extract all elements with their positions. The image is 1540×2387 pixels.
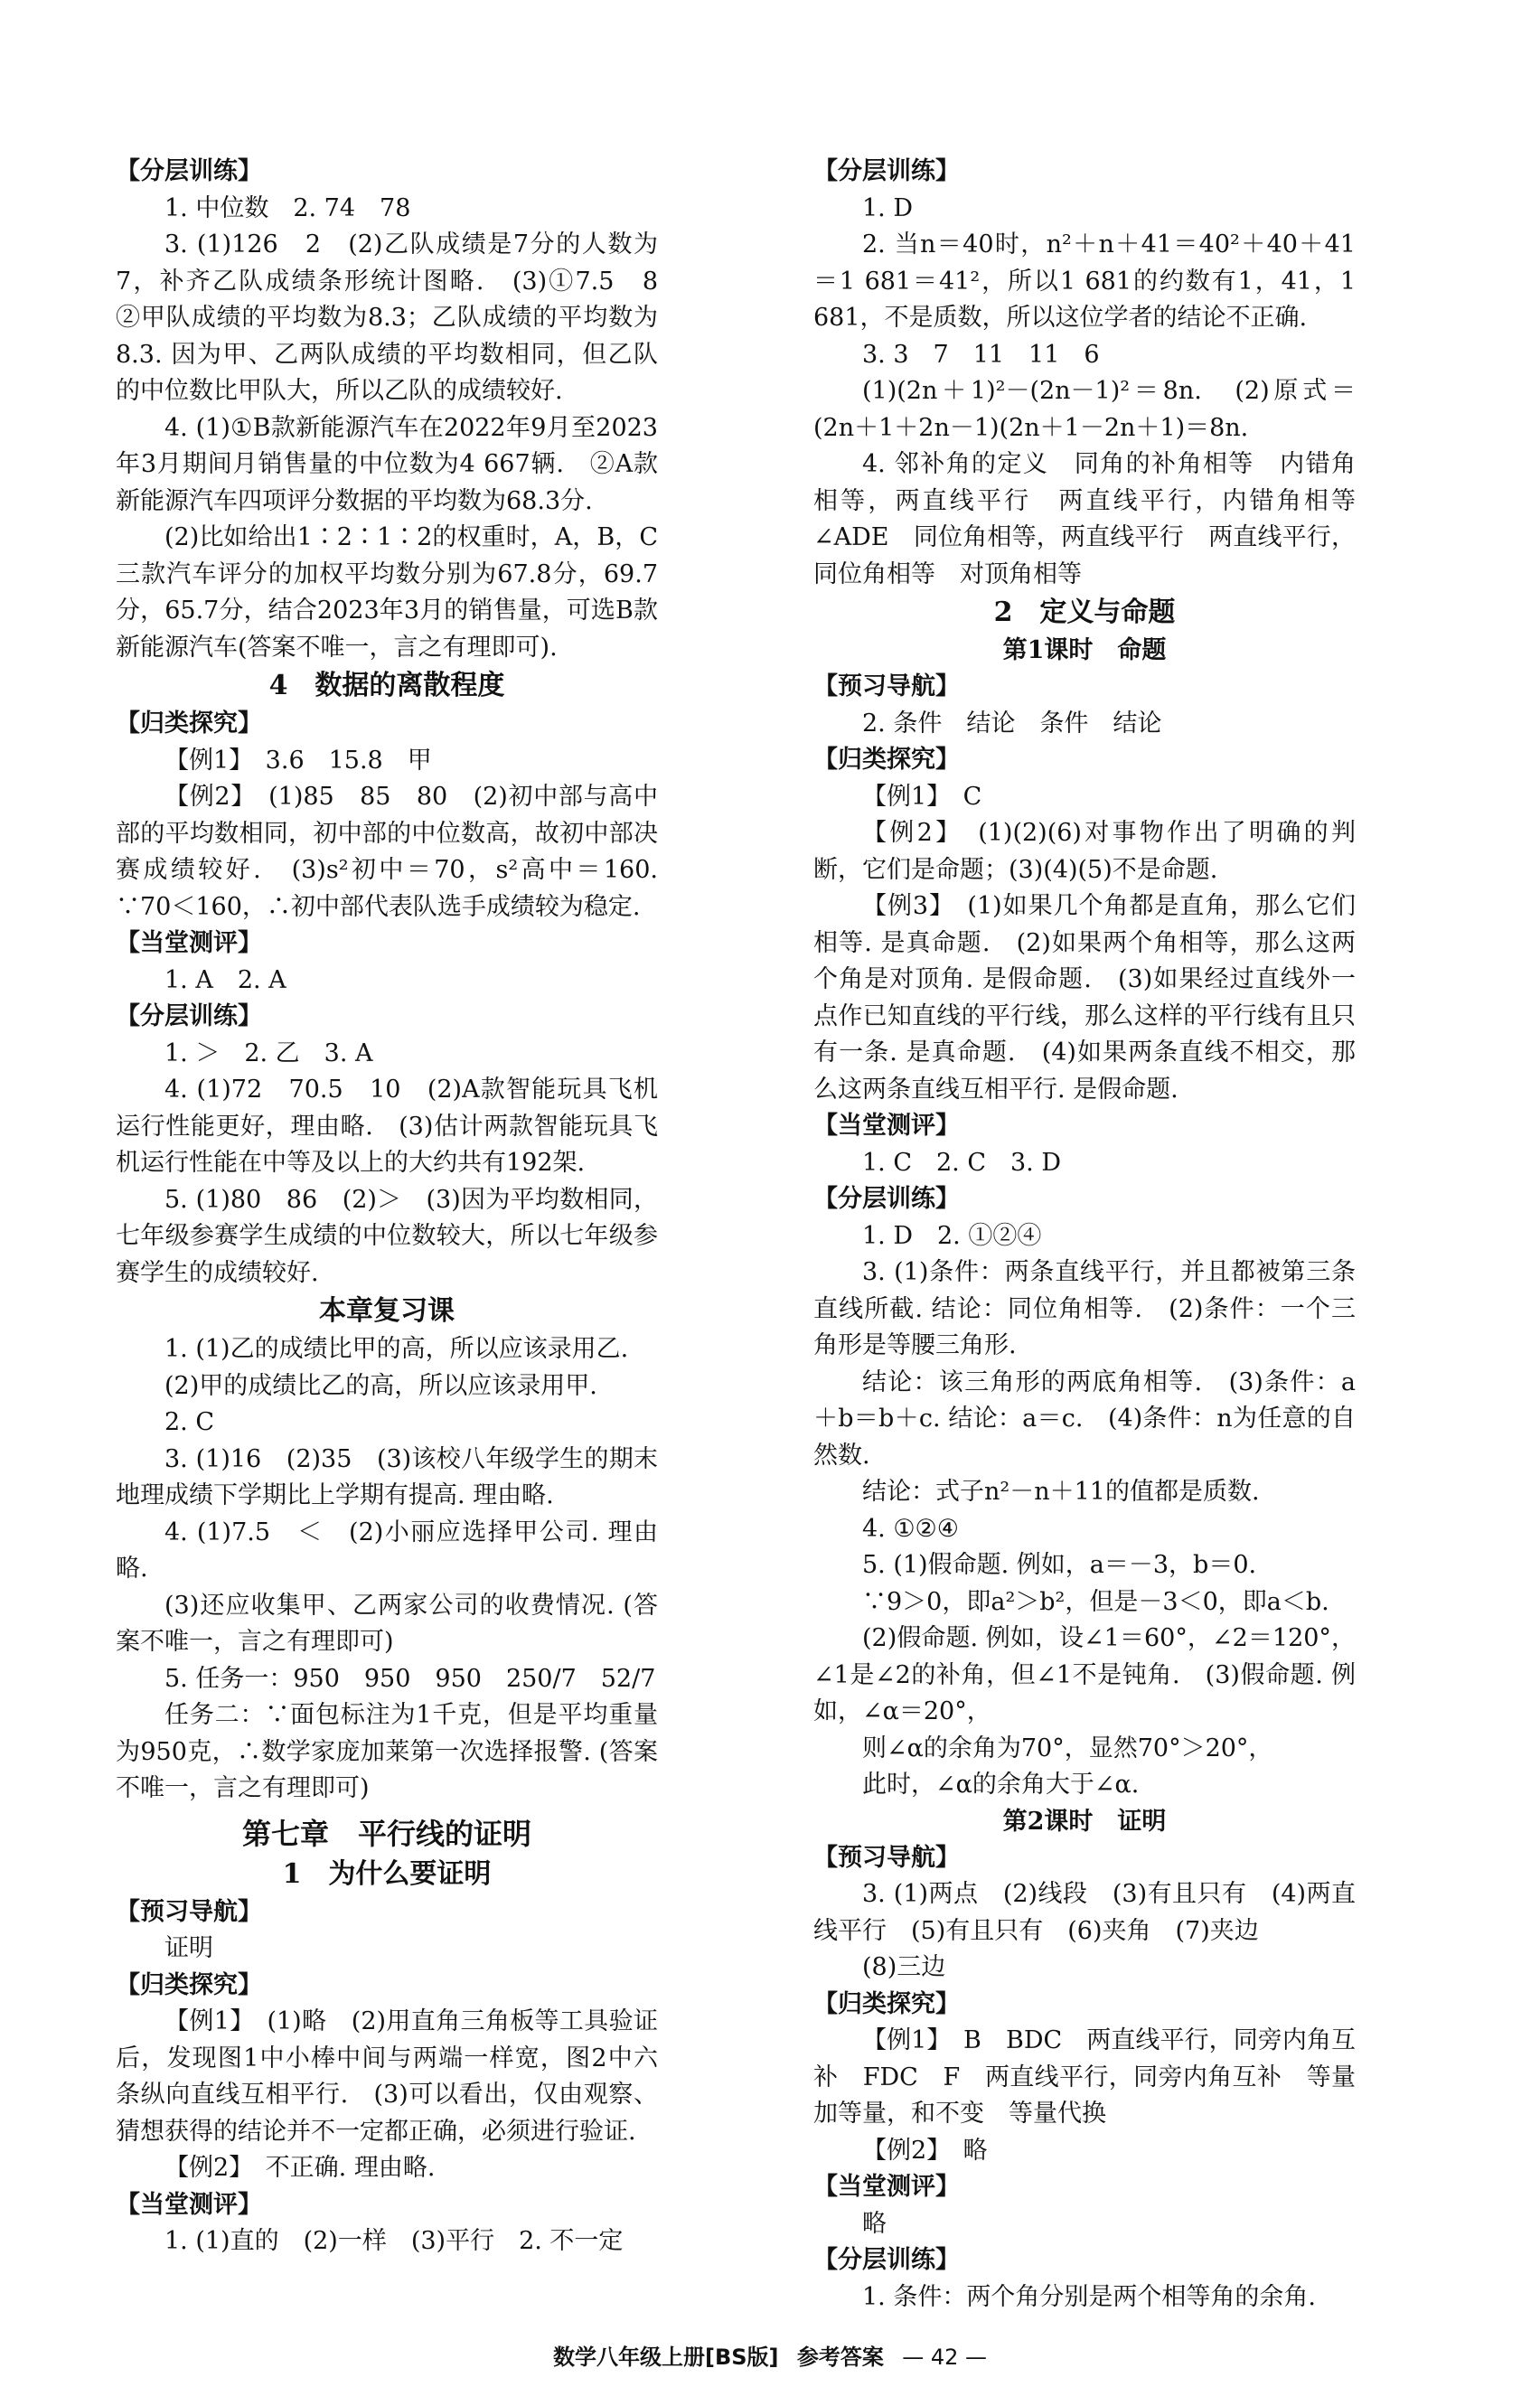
answer-paragraph: 【例1】 3.6 15.8 甲 (164, 746, 432, 775)
answer-paragraph: 3. (1)16 (2)35 (3)该校八年级学生的期末地理成绩下学期比上学期有提高. 理由略. (116, 1444, 658, 1509)
answer-paragraph: (3)还应收集甲、乙两家公司的收费情况. (答案不唯一，言之有理即可) (116, 1591, 658, 1656)
answer-paragraph: 1. (1)直的 (2)一样 (3)平行 2. 不一定 (164, 2227, 624, 2255)
answer-paragraph: 结论：式子n²－n＋11的值都是质数. (862, 1478, 1260, 1506)
section-label: 【归类探究】 (116, 710, 262, 738)
section-label: 【预习导航】 (813, 1843, 960, 1872)
page-footer (0, 2339, 1540, 2371)
answer-paragraph: 4. ①②④ (862, 1514, 959, 1543)
section-label: 【分层训练】 (813, 2246, 960, 2274)
answer-paragraph: (8)三边 (862, 1953, 946, 1981)
answer-paragraph: 4. 邻补角的定义 同角的补角相等 内错角相等，两直线平行 两直线平行，内错角相等 ∠ADE 同位角相等，两直线平行 两直线平行，同位角相等 对顶角相等 (813, 450, 1380, 588)
answer-paragraph: 5. 任务一：950 950 950 250/7 52/7 (164, 1664, 656, 1693)
answer-paragraph: 4. (1)①B款新能源汽车在2022年9月至2023年3月期间月销售量的中位数为4 667辆. ②A款新能源汽车四项评分数据的平均数为68.3分. (116, 413, 658, 515)
answer-paragraph: 1. (1)乙的成绩比甲的高，所以应该录用乙. (164, 1335, 629, 1363)
answer-paragraph: 证明 (164, 1934, 213, 1962)
answer-paragraph: 1. 中位数 2. 74 78 (164, 193, 411, 222)
left-column (116, 154, 682, 2260)
answer-paragraph: (2)比如给出1∶2∶1∶2的权重时，A，B，C三款汽车评分的加权平均数分别为67.8分，69.7分，65.7分，结合2023年3月的销售量，可选B款新能源汽车(答案不唯一，言之有理即可). (116, 523, 658, 662)
answer-paragraph: 结论：该三角形的两底角相等. (3)条件：a＋b＝b＋c. 结论：a＝c. (4)条件：n为任意的自然数. (813, 1367, 1356, 1470)
answer-paragraph: 【例2】 (1)(2)(6)对事物作出了明确的判断，它们是命题；(3)(4)(5)不是命题. (813, 819, 1356, 884)
answer-paragraph: 3. (1)两点 (2)线段 (3)有且只有 (4)两直线平行 (5)有且只有 (6)夹角 (7)夹边 (813, 1880, 1356, 1945)
sub-heading: 第2课时 证明 (1002, 1807, 1167, 1836)
section-label: 【当堂测评】 (813, 2173, 960, 2201)
chapter-heading: 第七章 平行线的证明 (241, 1816, 531, 1851)
answer-paragraph: (2)甲的成绩比乙的高，所以应该录用甲. (164, 1371, 597, 1400)
answer-paragraph: 4. (1)7.5 ＜ (2)小丽应选择甲公司. 理由略. (116, 1518, 658, 1583)
answer-paragraph: 【例1】 (1)略 (2)用直角三角板等工具验证后，发现图1中小棒中间与两端一样宽，图2中六条纵向直线互相平行. (3)可以看出，仅由观察、猜想获得的结论并不一定都正确，必须进行验证. (116, 2007, 658, 2146)
section-label: 【当堂测评】 (116, 929, 262, 957)
footer-book-title: 数学八年级上册[BS版] (552, 2345, 779, 2370)
answer-paragraph: ∵9＞0，即a²＞b²，但是－3＜0，即a＜b. (862, 1587, 1329, 1616)
section-label: 【当堂测评】 (813, 1112, 960, 1140)
answer-paragraph: 【例2】 (1)85 85 80 (2)初中部与高中部的平均数相同，初中部的中位数高，故初中部决赛成绩较好. (3)s²初中＝70，s²高中＝160. ∵70＜160，∴初中部代表队选手成绩较为稳定. (116, 783, 658, 921)
answer-paragraph: 4. (1)72 70.5 10 (2)A款智能玩具飞机运行性能更好，理由略. (3)估计两款智能玩具飞机运行性能在中等及以上的大约共有192架. (116, 1076, 658, 1177)
right-column (813, 154, 1380, 2316)
answer-paragraph: 3. (1)126 2 (2)乙队成绩是7分的人数为7，补齐乙队成绩条形统计图略. (3)①7.5 8 ②甲队成绩的平均数为8.3；乙队成绩的平均数为8.3. 因为甲、乙两队成绩的平均数相同，但乙队的中位数比甲队大，所以乙队的成绩较好. (116, 230, 682, 405)
answer-paragraph: 1. 条件：两个角分别是两个相等角的余角. (862, 2282, 1316, 2311)
page-number: — 42 — (902, 2345, 988, 2370)
footer-label: 参考答案 (796, 2345, 884, 2370)
section-label: 【预习导航】 (813, 672, 960, 700)
answer-paragraph: 3. (1)条件：两条直线平行，并且都被第三条直线所截. 结论：同位角相等. (2)条件：一个三角形是等腰三角形. (813, 1258, 1356, 1359)
section-label: 【分层训练】 (813, 1185, 960, 1213)
answer-paragraph: 【例3】 (1)如果几个角都是直角，那么它们相等. 是真命题. (2)如果两个角相等，那么这两个角是对顶角. 是假命题. (3)如果经过直线外一点作已知直线的平行线，那么这样的平行线有且只有一条. 是真命题. (4)如果两条直线不相交，那么这两条直线互相平行. 是假命题. (813, 892, 1356, 1104)
answer-paragraph: 【例2】 略 (862, 2136, 988, 2165)
answer-paragraph: 【例2】 不正确. 理由略. (164, 2154, 436, 2182)
lesson-heading: 本章复习课 (319, 1295, 455, 1327)
section-label: 【分层训练】 (116, 157, 262, 185)
answer-paragraph: 2. C (164, 1408, 215, 1436)
sub-heading: 第1课时 命题 (1002, 636, 1167, 664)
section-label: 【分层训练】 (813, 157, 960, 185)
section-label: 【归类探究】 (813, 1989, 960, 2018)
answer-paragraph: 3. 3 7 11 11 6 (862, 340, 1100, 369)
answer-paragraph: 【例1】 C (862, 782, 982, 811)
lesson-heading: 1 为什么要证明 (282, 1857, 492, 1890)
answer-paragraph: (2)假命题. 例如，设∠1＝60°，∠2＝120°，∠1是∠2的补角，但∠1不是钝角. (3)假命题. 例如，∠α＝20°， (813, 1624, 1356, 1725)
lesson-heading: 4 数据的离散程度 (268, 670, 505, 701)
answer-paragraph: 2. 当n＝40时，n²＋n＋41＝40²＋40＋41＝1 681＝41²，所以1 681的约数有1，41，1 681，不是质数，所以这位学者的结论不正确. (813, 230, 1356, 332)
section-label: 【分层训练】 (116, 1002, 262, 1030)
answer-paragraph: 1. C 2. C 3. D (862, 1148, 1061, 1177)
answer-paragraph: (1)(2n＋1)²－(2n－1)²＝8n. (2)原式＝(2n＋1＋2n－1)(2n＋1－2n＋1)＝8n. (813, 377, 1356, 442)
section-label: 【当堂测评】 (116, 2190, 262, 2219)
answer-paragraph: 1. D 2. ①②④ (862, 1221, 1042, 1250)
answer-paragraph: 此时，∠α的余角大于∠α. (862, 1771, 1140, 1799)
answer-paragraph: 则∠α的余角为70°，显然70°＞20°， (862, 1734, 1273, 1762)
answer-paragraph: 1. ＞ 2. 乙 3. A (164, 1038, 373, 1067)
answer-paragraph: 5. (1)假命题. 例如，a＝－3，b＝0. (862, 1551, 1257, 1579)
answer-paragraph: 任务二：∵面包标注为1千克，但是平均重量为950克，∴数学家庞加莱第一次选择报警. (答案不唯一，言之有理即可) (116, 1701, 658, 1802)
answer-paragraph: 1. D (862, 193, 913, 222)
answer-paragraph: 1. A 2. A (164, 965, 286, 994)
section-label: 【归类探究】 (116, 1970, 262, 1999)
answer-paragraph: 【例1】 B BDC 两直线平行，同旁内角互补 FDC F 两直线平行，同旁内角互补 等量加等量，和不变 等量代换 (813, 2026, 1356, 2128)
lesson-heading: 2 定义与命题 (993, 597, 1176, 628)
answer-paragraph: 2. 条件 结论 条件 结论 (862, 709, 1162, 738)
section-label: 【预习导航】 (116, 1897, 262, 1926)
answer-paragraph: 5. (1)80 86 (2)＞ (3)因为平均数相同，七年级参赛学生成绩的中位数较大，所以七年级参赛学生的成绩较好. (116, 1185, 658, 1287)
answer-paragraph: 略 (862, 2209, 887, 2238)
section-label: 【归类探究】 (813, 746, 960, 774)
